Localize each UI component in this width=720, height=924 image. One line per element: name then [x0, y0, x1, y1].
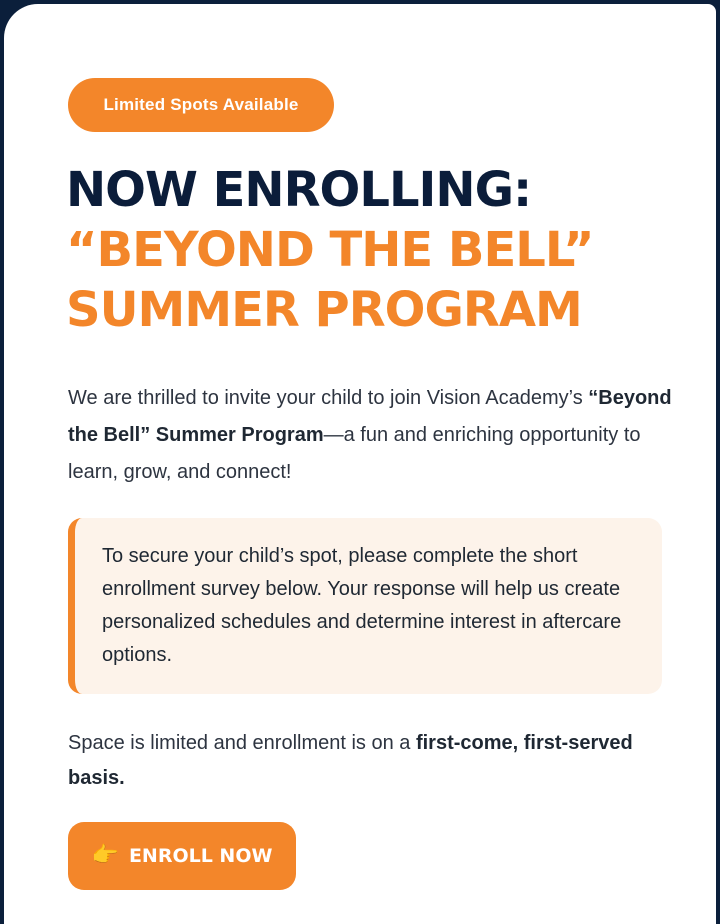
headline [66, 160, 706, 340]
space-limited-note [68, 726, 668, 796]
intro-text-2: —a fun and enriching opportunity to learn, grow, and connect! [68, 424, 641, 483]
intro-program-name: “Beyond the Bell” Summer Program [68, 387, 672, 446]
email-card [4, 4, 716, 924]
pointing-hand-icon: 👉 [91, 843, 119, 868]
headline-line-2: “BEYOND THE BELL” [66, 222, 594, 278]
badge-label: Limited Spots Available [103, 95, 299, 114]
callout-text: To secure your child’s spot, please complete the short enrollment survey below. Your response will help us create personalized schedules and determine interest in aftercare options. [102, 545, 622, 666]
headline-line-1: NOW ENROLLING: [66, 162, 532, 218]
first-come-text: first-come, first-served basis. [68, 732, 633, 789]
enroll-now-button[interactable] [68, 822, 296, 890]
survey-callout [68, 518, 662, 694]
enroll-button-label: ENROLL NOW [128, 845, 273, 867]
limited-spots-badge [68, 78, 334, 132]
intro-paragraph [68, 380, 678, 491]
space-note-text: Space is limited and enrollment is on a [68, 732, 416, 754]
intro-text-1: We are thrilled to invite your child to join Vision Academy’s [68, 387, 589, 409]
headline-line-3: SUMMER PROGRAM [66, 282, 582, 338]
